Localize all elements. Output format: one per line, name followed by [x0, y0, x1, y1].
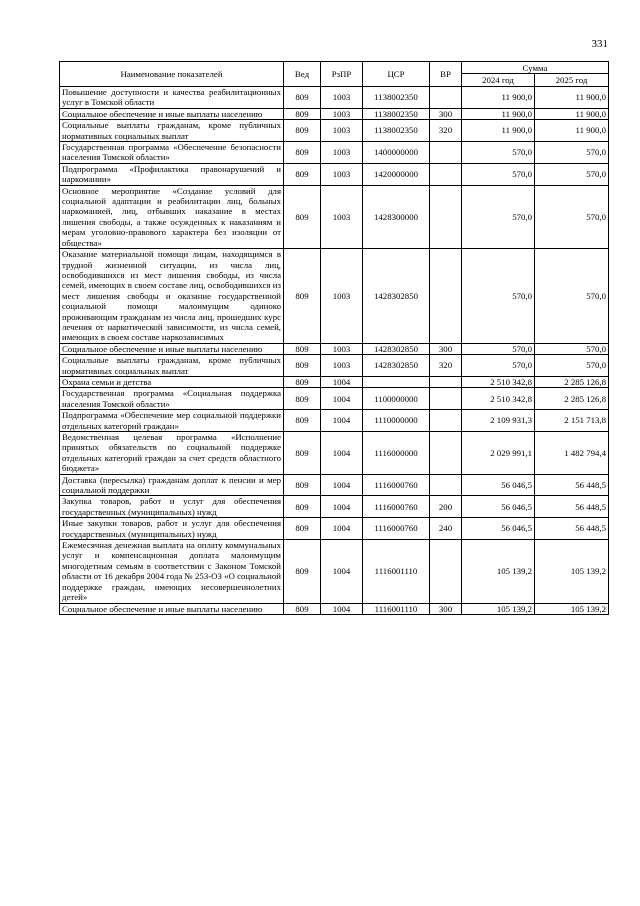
row-sum-2024: 11 900,0 — [462, 87, 535, 109]
row-sum-2025: 11 900,0 — [535, 120, 609, 142]
table-row — [60, 163, 609, 185]
row-csr: 1116001110 — [363, 540, 430, 603]
row-csr: 1428302850 — [363, 249, 430, 344]
row-sum-2025: 56 448,5 — [535, 496, 609, 518]
row-sum-2024: 105 139,2 — [462, 603, 535, 614]
row-sum-2025: 570,0 — [535, 343, 609, 354]
header-year-2025: 2025 год — [535, 74, 609, 87]
row-name: Подпрограмма «Обеспечение мер социальной поддержки отдельных категорий граждан» — [60, 410, 284, 432]
row-name: Государственная программа «Социальная поддержка населения Томской области» — [60, 388, 284, 410]
row-rzpr: 1003 — [321, 120, 363, 142]
row-ved: 809 — [284, 603, 321, 614]
row-name: Иные закупки товаров, работ и услуг для обеспечения государственных (муниципальных) нужд — [60, 518, 284, 540]
row-name: Социальное обеспечение и иные выплаты населению — [60, 343, 284, 354]
row-vr: 300 — [430, 603, 462, 614]
row-sum-2024: 570,0 — [462, 249, 535, 344]
row-csr: 1428302850 — [363, 343, 430, 354]
row-sum-2025: 11 900,0 — [535, 87, 609, 109]
row-name: Подпрограмма «Профилактика правонарушений и наркомании» — [60, 163, 284, 185]
row-name: Доставка (пересылка) гражданам доплат к пенсии и мер социальной поддержки — [60, 474, 284, 496]
table-row — [60, 388, 609, 410]
row-vr: 300 — [430, 108, 462, 119]
row-vr — [430, 163, 462, 185]
row-ved: 809 — [284, 518, 321, 540]
row-sum-2024: 11 900,0 — [462, 120, 535, 142]
row-vr — [430, 185, 462, 248]
row-ved: 809 — [284, 108, 321, 119]
row-ved: 809 — [284, 540, 321, 603]
row-rzpr: 1004 — [321, 518, 363, 540]
row-ved: 809 — [284, 376, 321, 387]
row-csr: 1116000760 — [363, 474, 430, 496]
row-csr: 1116000000 — [363, 432, 430, 475]
row-csr: 1428302850 — [363, 355, 430, 377]
row-vr: 300 — [430, 343, 462, 354]
table-row — [60, 355, 609, 377]
table-row — [60, 343, 609, 354]
table-row — [60, 120, 609, 142]
row-name: Социальное обеспечение и иные выплаты населению — [60, 108, 284, 119]
table-row — [60, 87, 609, 109]
row-csr: 1428300000 — [363, 185, 430, 248]
row-csr: 1110000000 — [363, 410, 430, 432]
row-ved: 809 — [284, 163, 321, 185]
row-rzpr: 1004 — [321, 603, 363, 614]
row-name: Охрана семьи и детства — [60, 376, 284, 387]
row-name: Государственная программа «Обеспечение безопасности населения Томской области» — [60, 142, 284, 164]
table-row — [60, 410, 609, 432]
row-sum-2024: 2 029 991,1 — [462, 432, 535, 475]
table-row — [60, 540, 609, 603]
header-year-2024: 2024 год — [462, 74, 535, 87]
table-row — [60, 603, 609, 614]
row-sum-2025: 11 900,0 — [535, 108, 609, 119]
row-sum-2025: 56 448,5 — [535, 474, 609, 496]
row-sum-2025: 56 448,5 — [535, 518, 609, 540]
row-csr: 1138002350 — [363, 120, 430, 142]
row-csr: 1138002350 — [363, 108, 430, 119]
row-ved: 809 — [284, 355, 321, 377]
row-sum-2025: 570,0 — [535, 142, 609, 164]
table-row — [60, 376, 609, 387]
row-vr: 200 — [430, 496, 462, 518]
row-name: Социальное обеспечение и иные выплаты населению — [60, 603, 284, 614]
row-vr: 320 — [430, 120, 462, 142]
row-sum-2025: 105 139,2 — [535, 540, 609, 603]
row-rzpr: 1003 — [321, 343, 363, 354]
row-ved: 809 — [284, 87, 321, 109]
row-vr — [430, 376, 462, 387]
header-name: Наименование показателей — [60, 62, 284, 87]
row-rzpr: 1004 — [321, 496, 363, 518]
table-row — [60, 432, 609, 475]
row-csr: 1116001110 — [363, 603, 430, 614]
table-row — [60, 249, 609, 344]
row-name: Ведомственная целевая программа «Исполнение принятых обязательств по социальной поддержке отдельных категорий граждан за счет средств областного бюджета» — [60, 432, 284, 475]
row-ved: 809 — [284, 474, 321, 496]
row-sum-2024: 56 046,5 — [462, 474, 535, 496]
row-rzpr: 1003 — [321, 108, 363, 119]
row-ved: 809 — [284, 410, 321, 432]
row-name: Основное мероприятие «Создание условий для социальной адаптации и реабилитации лиц, больных наркоманией, лиц, отбывших наказание в местах лишения свободы, а также осужденных к наказаниям и мерам уголовно-правового характера без изоляции от общества» — [60, 185, 284, 248]
row-sum-2024: 56 046,5 — [462, 518, 535, 540]
row-sum-2024: 570,0 — [462, 163, 535, 185]
row-sum-2025: 570,0 — [535, 185, 609, 248]
row-name: Оказание материальной помощи лицам, находящимся в трудной жизненной ситуации, из числа лиц, освободившихся из мест лишения свободы, из числа семей, имеющих в своем составе лиц, освободившихся из мест лишения свободы и оказание государственной социальной помощи малоимущим одиноко проживающим гражданам из числа лиц, прошедших курс лечения от наркотической зависимости, из числа семей, имеющих в своем составе наркозависимых — [60, 249, 284, 344]
header-ved: Вед — [284, 62, 321, 87]
row-sum-2025: 2 285 126,8 — [535, 388, 609, 410]
row-ved: 809 — [284, 249, 321, 344]
row-vr — [430, 410, 462, 432]
header-csr: ЦСР — [363, 62, 430, 87]
row-ved: 809 — [284, 343, 321, 354]
row-rzpr: 1003 — [321, 87, 363, 109]
row-name: Ежемесячная денежная выплата на оплату коммунальных услуг и компенсационная доплата малоимущим многодетным семьям в соответствии с Законом Томской области от 16 декабря 2004 года № 253-ОЗ «О социальной поддержке граждан, имеющих несовершеннолетних детей» — [60, 540, 284, 603]
row-vr: 240 — [430, 518, 462, 540]
row-sum-2025: 1 482 794,4 — [535, 432, 609, 475]
row-rzpr: 1004 — [321, 540, 363, 603]
row-vr — [430, 249, 462, 344]
row-vr — [430, 142, 462, 164]
row-name: Социальные выплаты гражданам, кроме публичных нормативных социальных выплат — [60, 120, 284, 142]
row-csr: 1420000000 — [363, 163, 430, 185]
row-vr: 320 — [430, 355, 462, 377]
table-row — [60, 474, 609, 496]
row-csr: 1100000000 — [363, 388, 430, 410]
row-ved: 809 — [284, 120, 321, 142]
row-csr: 1138002350 — [363, 87, 430, 109]
row-sum-2025: 2 151 713,8 — [535, 410, 609, 432]
row-rzpr: 1003 — [321, 355, 363, 377]
header-rzpr: РзПР — [321, 62, 363, 87]
row-sum-2024: 2 510 342,8 — [462, 376, 535, 387]
table-row — [60, 496, 609, 518]
row-rzpr: 1004 — [321, 376, 363, 387]
row-sum-2025: 105 139,2 — [535, 603, 609, 614]
row-rzpr: 1003 — [321, 185, 363, 248]
row-ved: 809 — [284, 432, 321, 475]
row-sum-2024: 105 139,2 — [462, 540, 535, 603]
row-rzpr: 1003 — [321, 163, 363, 185]
row-rzpr: 1004 — [321, 388, 363, 410]
row-sum-2024: 2 109 931,3 — [462, 410, 535, 432]
table-row — [60, 185, 609, 248]
row-csr: 1400000000 — [363, 142, 430, 164]
row-sum-2025: 570,0 — [535, 249, 609, 344]
row-vr — [430, 87, 462, 109]
row-vr — [430, 432, 462, 475]
row-ved: 809 — [284, 185, 321, 248]
row-sum-2025: 570,0 — [535, 355, 609, 377]
header-sum: Сумма — [462, 62, 609, 74]
row-csr: 1116000760 — [363, 518, 430, 540]
row-csr: 1116000760 — [363, 496, 430, 518]
row-sum-2025: 570,0 — [535, 163, 609, 185]
row-sum-2024: 570,0 — [462, 142, 535, 164]
table-row — [60, 108, 609, 119]
row-sum-2024: 11 900,0 — [462, 108, 535, 119]
table-row — [60, 518, 609, 540]
row-rzpr: 1004 — [321, 432, 363, 475]
row-rzpr: 1003 — [321, 142, 363, 164]
row-ved: 809 — [284, 142, 321, 164]
header-vr: ВР — [430, 62, 462, 87]
table-row — [60, 142, 609, 164]
row-csr — [363, 376, 430, 387]
budget-table — [59, 61, 609, 615]
row-rzpr: 1004 — [321, 474, 363, 496]
row-name: Социальные выплаты гражданам, кроме публичных нормативных социальных выплат — [60, 355, 284, 377]
row-name: Закупка товаров, работ и услуг для обеспечения государственных (муниципальных) нужд — [60, 496, 284, 518]
row-sum-2024: 56 046,5 — [462, 496, 535, 518]
row-vr — [430, 474, 462, 496]
row-rzpr: 1004 — [321, 410, 363, 432]
page-number: 331 — [591, 38, 608, 50]
row-name: Повышение доступности и качества реабилитационных услуг в Томской области — [60, 87, 284, 109]
row-sum-2024: 570,0 — [462, 185, 535, 248]
row-vr — [430, 388, 462, 410]
row-sum-2024: 570,0 — [462, 343, 535, 354]
row-sum-2024: 2 510 342,8 — [462, 388, 535, 410]
row-vr — [430, 540, 462, 603]
row-sum-2025: 2 285 126,8 — [535, 376, 609, 387]
row-sum-2024: 570,0 — [462, 355, 535, 377]
row-rzpr: 1003 — [321, 249, 363, 344]
row-ved: 809 — [284, 496, 321, 518]
row-ved: 809 — [284, 388, 321, 410]
